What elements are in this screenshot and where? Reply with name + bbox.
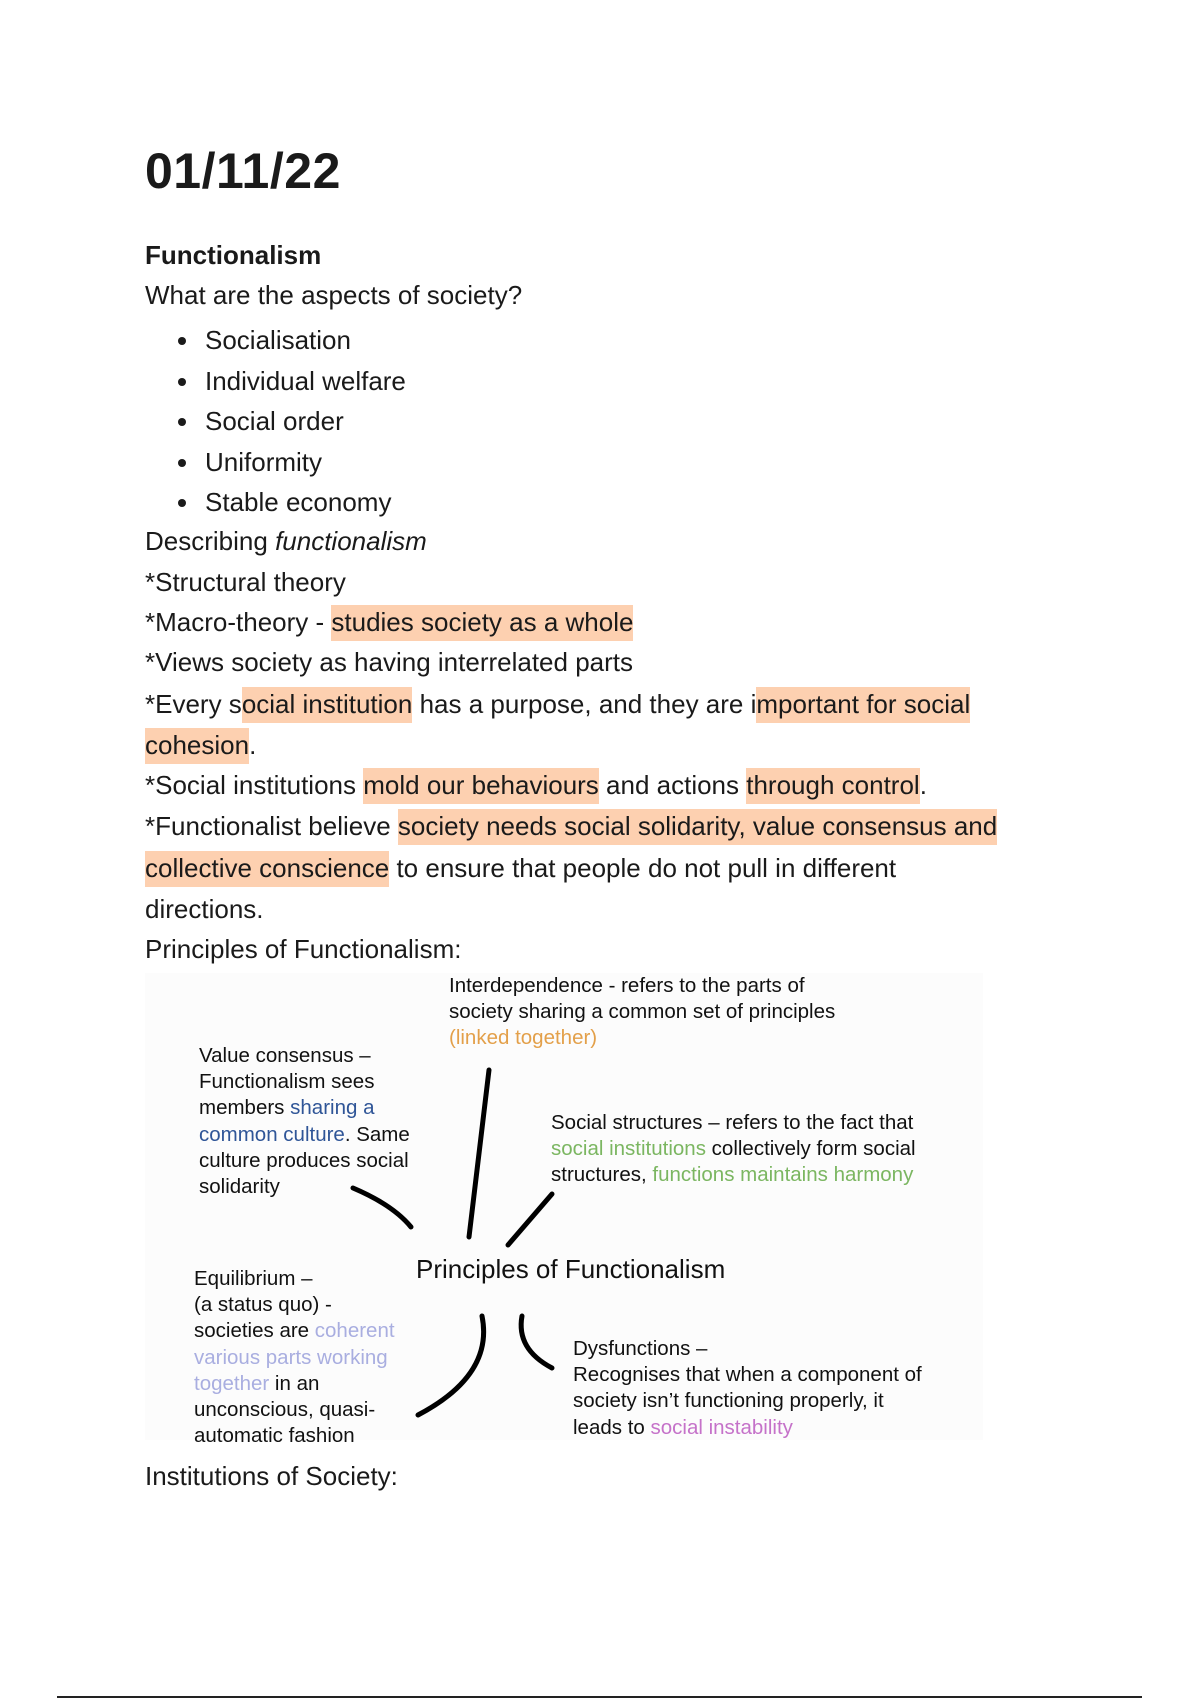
list-item: Stable economy [178,482,406,523]
interrelated-parts-line: *Views society as having interrelated parts [145,647,633,677]
page-divider [57,1696,1142,1698]
macro-theory-line: *Macro-theory - studies society as a whole [145,607,633,638]
list-item: Social order [178,401,406,442]
highlight: mold our behaviours [363,768,599,804]
connector-value-consensus [353,1188,411,1227]
highlight: mportant for social [756,687,970,723]
principles-label: Principles of Functionalism: [145,934,462,964]
diagram-center-title: Principles of Functionalism [416,1254,726,1284]
structural-theory-line: *Structural theory [145,567,346,597]
social-institution-line: *Every social institution has a purpose, and they are important for social [145,689,970,720]
list-item: Uniformity [178,442,406,483]
highlight: society needs social solidarity, value consensus and [398,809,997,845]
describing-line: Describing functionalism [145,526,427,556]
section-heading: Functionalism [145,240,322,270]
dysfunctions-note: Dysfunctions – Recognises that when a component of society isn’t functioning properly, it leads to social instability [573,1337,922,1439]
highlight: ocial institution [242,687,413,723]
interdependence-note: Interdependence - refers to the parts of society sharing a common set of principles (linked together) [449,974,836,1050]
institutions-label: Institutions of Society: [145,1461,398,1491]
aspects-question: What are the aspects of society? [145,280,523,310]
connector-social-structures [508,1194,552,1245]
social-institution-line-cont: cohesion. [145,730,256,761]
connector-equilibrium [418,1316,484,1415]
note-date: 01/11/22 [145,143,341,199]
highlight: studies society as a whole [331,605,633,641]
list-item: Individual welfare [178,361,406,402]
functionalist-believe-line: *Functionalist believe society needs social solidarity, value consensus and [145,811,997,842]
highlight: cohesion [145,728,249,764]
functionalist-believe-line-end: directions. [145,894,264,924]
functionalist-believe-line-cont: collective conscience to ensure that people do not pull in different [145,853,896,884]
value-consensus-note: Value consensus – Functionalism sees members sharing a common culture. Same culture produces social solidarity [199,1044,410,1199]
equilibrium-note: Equilibrium – (a status quo) - societies are coherent various parts working together in an unconscious, quasi- automatic fashion [194,1267,395,1448]
list-item: Socialisation [178,320,406,361]
connector-dysfunctions [521,1316,552,1368]
social-structures-note: Social structures – refers to the fact that social institutions collectively form social structures, functions maintains harmony [551,1111,916,1187]
highlight: through control [746,768,919,804]
mold-behaviours-line: *Social institutions mold our behaviours and actions through control. [145,770,927,801]
connector-interdependence [469,1070,489,1237]
highlight: collective conscience [145,851,389,887]
